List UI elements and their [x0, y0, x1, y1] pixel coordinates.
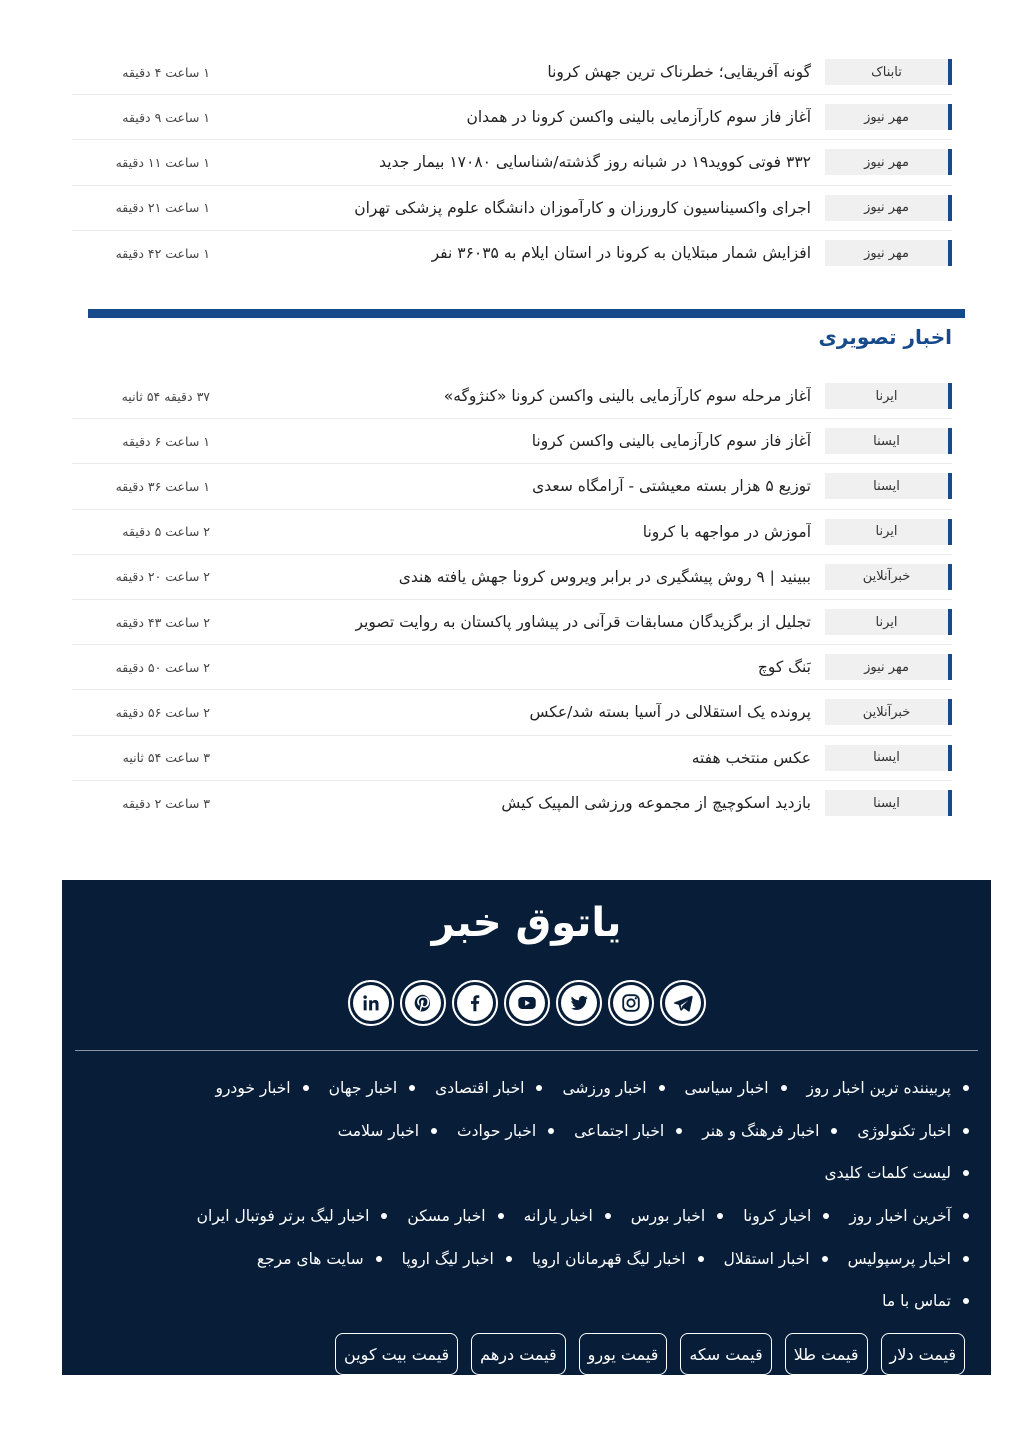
news-headline-link[interactable]: اجرای واکسیناسیون کارورزان و کارآموزان دانشگاه علوم پزشکی تهران — [354, 198, 811, 217]
footer-link[interactable]: لیست کلمات کلیدی — [824, 1164, 969, 1182]
footer-link[interactable]: اخبار فرهنگ و هنر — [702, 1122, 837, 1140]
news-source-badge[interactable]: ایسنا — [825, 790, 952, 816]
news-time: ۲ ساعت ۵۰ دقیقه — [115, 659, 210, 675]
news-time: ۳۷ دقیقه ۵۴ ثانیه — [121, 388, 210, 404]
twitter-icon — [561, 985, 597, 1021]
news-headline-link[interactable]: تجلیل از برگزیدگان مسابقات قرآنی در پیشاور پاکستان به روایت تصویر — [355, 613, 811, 632]
telegram-icon — [665, 985, 701, 1021]
news-time: ۱ ساعت ۳۶ دقیقه — [115, 478, 210, 494]
news-source-badge[interactable]: مهر نیوز — [825, 195, 952, 221]
news-row — [72, 736, 952, 781]
footer-link[interactable]: اخبار بورس — [631, 1207, 723, 1225]
price-buttons — [335, 1333, 965, 1375]
linkedin-link[interactable] — [348, 980, 394, 1026]
price-button[interactable]: قیمت طلا — [785, 1333, 868, 1375]
footer-link[interactable]: اخبار مسکن — [407, 1207, 503, 1225]
footer-link[interactable]: اخبار لیگ اروپا — [402, 1250, 512, 1268]
news-time: ۱ ساعت ۱۱ دقیقه — [115, 154, 210, 170]
news-time: ۲ ساعت ۵۶ دقیقه — [115, 704, 210, 720]
news-headline-link[interactable]: بَنگ کوچ — [757, 658, 811, 677]
footer-logo[interactable]: یاتوق خبر — [431, 900, 622, 946]
footer-link-row — [89, 1237, 969, 1280]
news-row — [72, 419, 952, 464]
pinterest-icon — [405, 985, 441, 1021]
news-headline-link[interactable]: ببینید | ۹ روش پیشگیری در برابر ویروس کرونا جهش یافته هندی — [398, 567, 811, 586]
news-source-badge[interactable]: مهر نیوز — [825, 104, 952, 130]
news-time: ۲ ساعت ۵ دقیقه — [122, 524, 210, 540]
footer-link-row — [89, 1280, 969, 1323]
news-row — [72, 374, 952, 419]
news-source-badge[interactable]: خبرآنلاین — [825, 699, 952, 725]
price-button[interactable]: قیمت سکه — [680, 1333, 771, 1375]
news-source-badge[interactable]: خبرآنلاین — [825, 564, 952, 590]
footer-link[interactable]: اخبار لیگ قهرمانان اروپا — [532, 1250, 704, 1268]
news-row — [72, 600, 952, 645]
facebook-link[interactable] — [452, 980, 498, 1026]
news-headline-link[interactable]: آموزش در مواجهه با کرونا — [642, 522, 811, 541]
linkedin-icon — [353, 985, 389, 1021]
facebook-icon — [457, 985, 493, 1021]
news-row — [72, 231, 952, 276]
news-time: ۲ ساعت ۴۳ دقیقه — [115, 614, 210, 630]
footer-divider — [75, 1050, 978, 1051]
footer-links — [89, 1067, 969, 1323]
footer-link[interactable]: اخبار کرونا — [743, 1207, 829, 1225]
photo-news-heading[interactable]: اخبار تصویری — [818, 325, 952, 349]
news-headline-link[interactable]: عکس منتخب هفته — [691, 748, 811, 767]
footer-link[interactable]: اخبار حوادث — [457, 1122, 554, 1140]
footer-link[interactable]: سایت های مرجع — [257, 1250, 382, 1268]
footer-link-row — [89, 1195, 969, 1238]
footer-link[interactable]: آخرین اخبار روز — [849, 1207, 969, 1225]
footer-link[interactable]: تماس با ما — [882, 1292, 969, 1310]
news-headline-link[interactable]: آغاز فاز سوم کارآزمایی بالینی واکسن کرونا — [531, 432, 811, 451]
news-time: ۳ ساعت ۵۴ ثانیه — [122, 750, 210, 766]
news-source-badge[interactable]: ایسنا — [825, 745, 952, 771]
news-time: ۱ ساعت ۴ دقیقه — [122, 64, 210, 80]
news-row — [72, 555, 952, 600]
news-row — [72, 95, 952, 140]
youtube-icon — [509, 985, 545, 1021]
telegram-link[interactable] — [660, 980, 706, 1026]
price-button[interactable]: قیمت دلار — [881, 1333, 966, 1375]
instagram-link[interactable] — [608, 980, 654, 1026]
news-source-badge[interactable]: ایسنا — [825, 428, 952, 454]
footer-link[interactable]: اخبار پرسپولیس — [848, 1250, 969, 1268]
footer-link[interactable]: پربیننده ترین اخبار روز — [807, 1079, 969, 1097]
news-row — [72, 781, 952, 826]
section-divider-bar — [88, 309, 965, 318]
news-headline-link[interactable]: بازدید اسکوچیچ از مجموعه ورزشی المپیک کیش — [501, 794, 811, 813]
footer-link[interactable]: اخبار ورزشی — [562, 1079, 664, 1097]
news-headline-link[interactable]: آغاز مرحله سوم کارآزمایی بالینی واکسن کرونا «کنژوگه» — [443, 387, 811, 406]
youtube-link[interactable] — [504, 980, 550, 1026]
footer-link[interactable]: اخبار سیاسی — [685, 1079, 787, 1097]
news-source-badge[interactable]: مهر نیوز — [825, 149, 952, 175]
footer-link[interactable]: اخبار جهان — [329, 1079, 416, 1097]
footer-link[interactable]: اخبار اجتماعی — [574, 1122, 682, 1140]
news-headline-link[interactable]: توزیع ۵ هزار بسته معیشتی - آرامگاه سعدی — [532, 477, 811, 496]
top-news-list — [72, 50, 952, 276]
news-time: ۱ ساعت ۶ دقیقه — [122, 433, 210, 449]
footer-link[interactable]: اخبار یارانه — [524, 1207, 611, 1225]
site-footer — [62, 880, 991, 1375]
news-source-badge[interactable]: ایرنا — [825, 609, 952, 635]
news-source-badge[interactable]: ایسنا — [825, 473, 952, 499]
news-headline-link[interactable]: گونه آفریقایی؛ خطرناک ترین جهش کرونا — [547, 63, 811, 82]
news-time: ۱ ساعت ۲۱ دقیقه — [115, 200, 210, 216]
footer-link[interactable]: اخبار اقتصادی — [435, 1079, 542, 1097]
news-headline-link[interactable]: آغاز فاز سوم کارآزمایی بالینی واکسن کرونا در همدان — [466, 108, 811, 127]
footer-link-row — [89, 1152, 969, 1195]
news-source-badge[interactable]: ایرنا — [825, 383, 952, 409]
social-links — [62, 980, 991, 1026]
footer-link[interactable]: اخبار خودرو — [215, 1079, 308, 1097]
news-headline-link[interactable]: ۳۳۲ فوتی کووید۱۹ در شبانه روز گذشته/شناسایی ۱۷۰۸۰ بیمار جدید — [379, 153, 811, 172]
pinterest-link[interactable] — [400, 980, 446, 1026]
price-button[interactable]: قیمت بیت کوین — [335, 1333, 458, 1375]
news-headline-link[interactable]: افزایش شمار مبتلایان به کرونا در استان ایلام به ۳۶۰۳۵ نفر — [431, 244, 811, 263]
news-row — [72, 510, 952, 555]
twitter-link[interactable] — [556, 980, 602, 1026]
news-time: ۱ ساعت ۴۲ دقیقه — [115, 245, 210, 261]
news-row — [72, 464, 952, 509]
price-button[interactable]: قیمت یورو — [579, 1333, 668, 1375]
news-time: ۲ ساعت ۲۰ دقیقه — [115, 569, 210, 585]
news-headline-link[interactable]: پرونده یک استقلالی در آسیا بسته شد/عکس — [529, 703, 811, 722]
footer-link[interactable]: اخبار استقلال — [724, 1250, 828, 1268]
photo-news-list — [72, 374, 952, 826]
news-source-badge[interactable]: مهر نیوز — [825, 240, 952, 266]
instagram-icon — [613, 985, 649, 1021]
news-row — [72, 690, 952, 735]
news-source-badge[interactable]: ایرنا — [825, 519, 952, 545]
footer-link-row — [89, 1110, 969, 1153]
news-row — [72, 186, 952, 231]
news-source-badge[interactable]: مهر نیوز — [825, 654, 952, 680]
footer-link[interactable]: اخبار تکنولوژی — [857, 1122, 969, 1140]
news-source-badge[interactable]: تابناک — [825, 59, 952, 85]
news-time: ۱ ساعت ۹ دقیقه — [122, 109, 210, 125]
footer-link[interactable]: اخبار سلامت — [338, 1122, 437, 1140]
news-row — [72, 50, 952, 95]
news-row — [72, 140, 952, 185]
footer-link-row — [89, 1067, 969, 1110]
price-button[interactable]: قیمت درهم — [471, 1333, 565, 1375]
news-time: ۳ ساعت ۲ دقیقه — [122, 795, 210, 811]
news-row — [72, 645, 952, 690]
footer-link[interactable]: اخبار لیگ برتر فوتبال ایران — [197, 1207, 388, 1225]
